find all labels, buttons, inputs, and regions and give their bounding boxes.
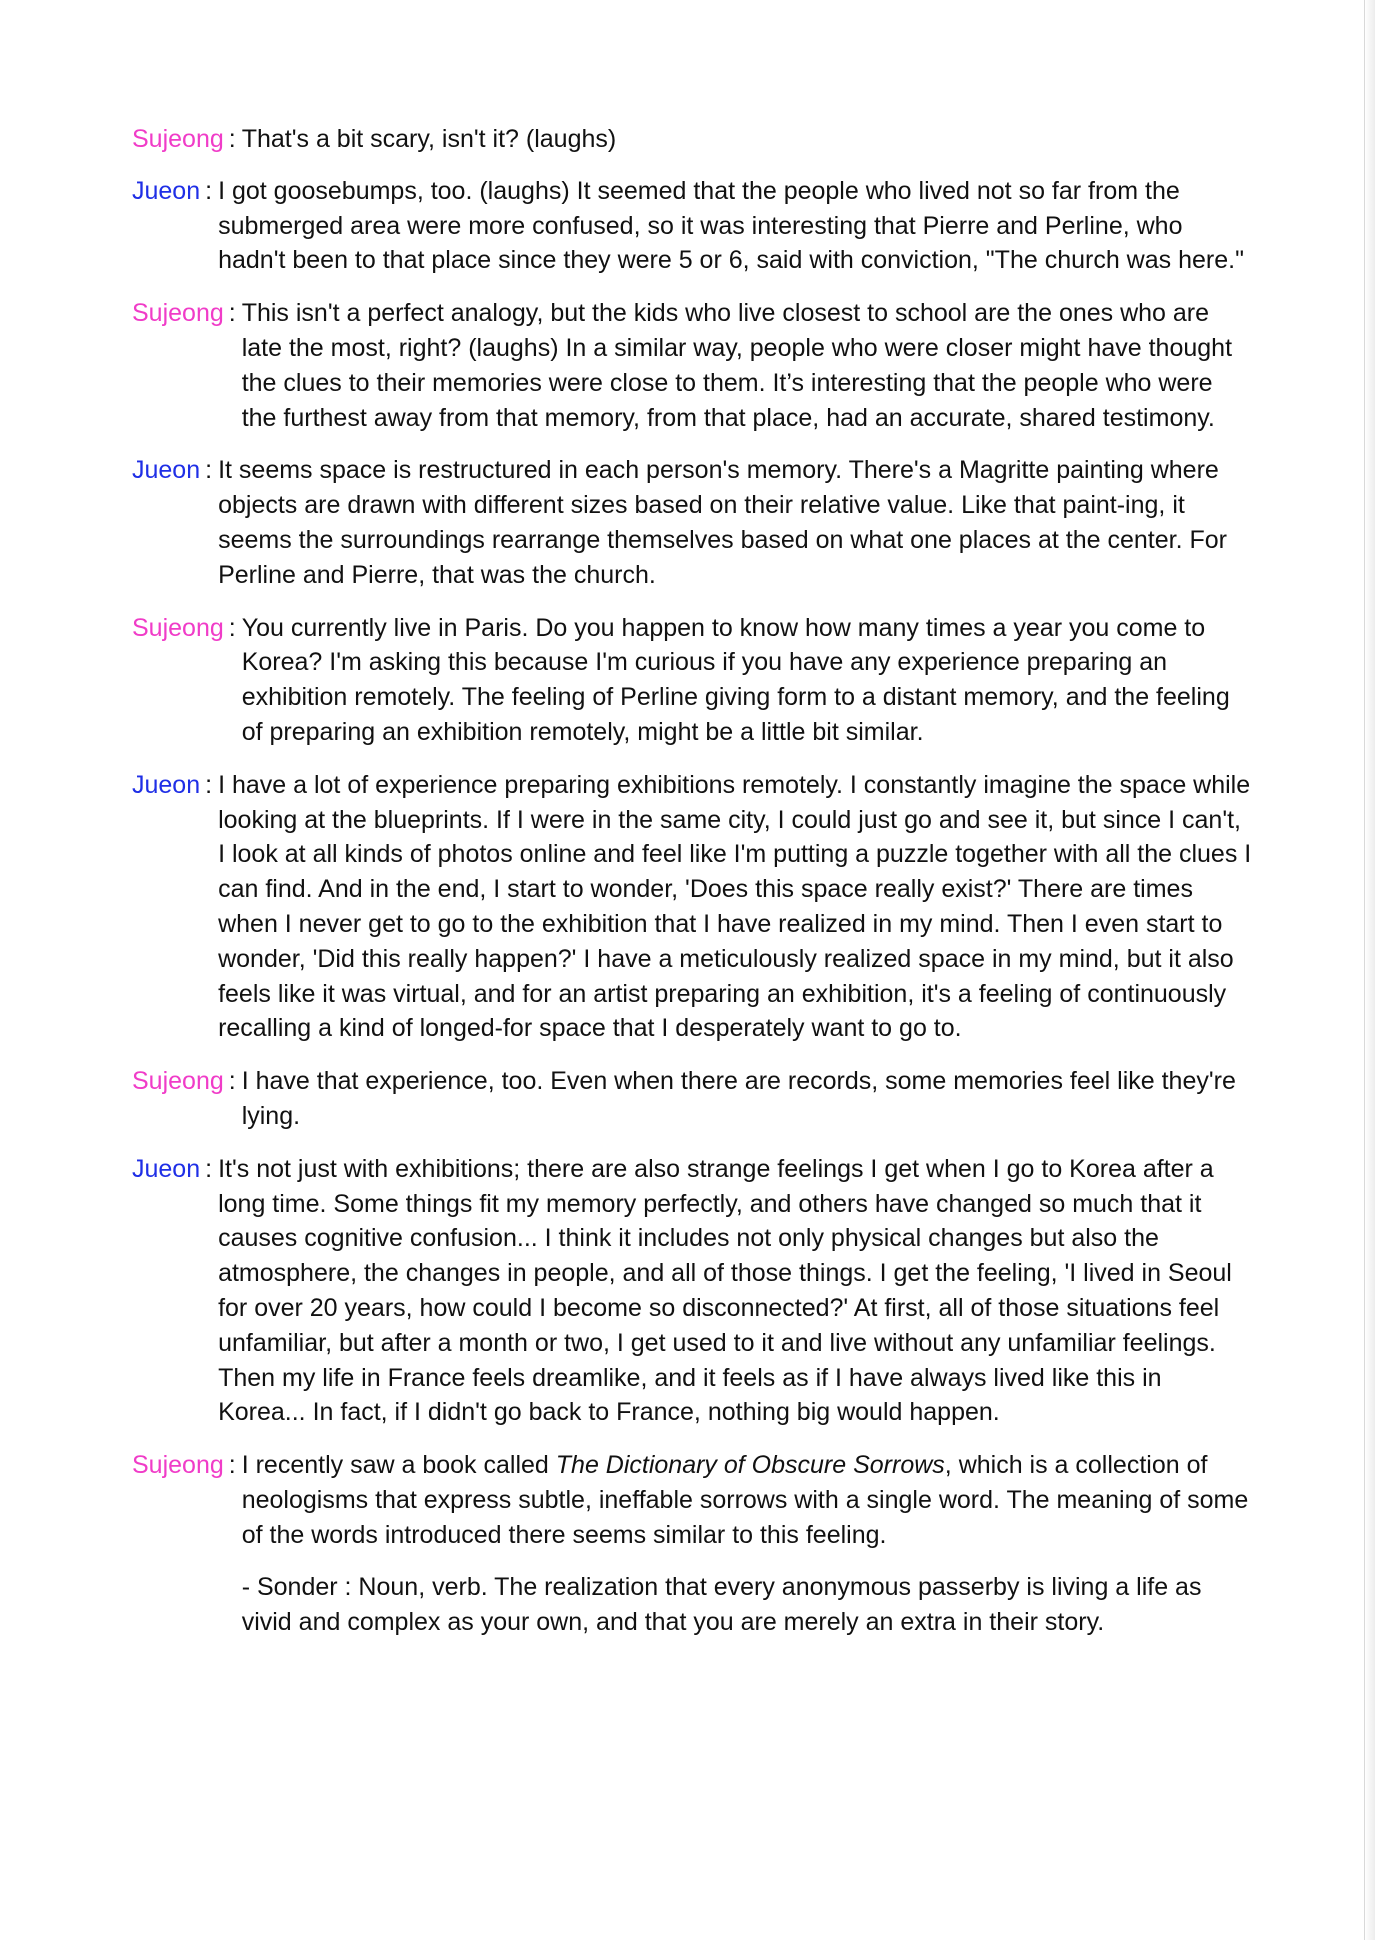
dialogue-turn (132, 1064, 1252, 1134)
speaker-label (132, 1152, 218, 1187)
speaker-name-jueon: Jueon (132, 176, 201, 205)
dialogue-text: You currently live in Paris. Do you happen to know how many times a year you come to Korea? I'm asking this because I'm curious if you have any experience preparing an exhibition remotely. The feeling of Perline giving form to a distant memory, and the feeling of preparing an exhibition remotely, might be a little bit similar. (241, 613, 1230, 746)
dialogue-turn (132, 122, 1252, 157)
dialogue-turn (132, 174, 1252, 278)
dialogue-turn (132, 1152, 1252, 1430)
speaker-name-sujeong: Sujeong (132, 1067, 224, 1096)
speaker-name-sujeong: Sujeong (132, 125, 224, 153)
speaker-label (132, 1064, 242, 1099)
speaker-label (132, 453, 218, 488)
speaker-label (132, 1448, 242, 1483)
speaker-name-jueon: Jueon (132, 1154, 201, 1183)
speaker-separator: : (228, 1451, 236, 1480)
speaker-name-sujeong: Sujeong (132, 1451, 224, 1480)
book-title: The Dictionary of Obscure Sorrows (555, 1451, 945, 1480)
interview-transcript (132, 122, 1252, 1658)
dialogue-text: That's a bit scary, isn't it? (laughs) (241, 125, 617, 153)
dialogue-text-part: I recently saw a book called (241, 1451, 556, 1480)
dialogue-turn (132, 1448, 1252, 1640)
speaker-name-sujeong: Sujeong (132, 299, 224, 328)
dialogue-turn (132, 768, 1252, 1046)
word-definition: - Sonder : Noun, verb. The realization that every anonymous passerby is living a life as vivid and complex as your own, and that you are merely an extra in their story. (241, 1573, 1202, 1637)
speaker-separator: : (228, 125, 236, 153)
speaker-label (132, 611, 242, 646)
dialogue-text-part: , which is a collection of neologisms that express subtle, ineffable sorrows with a single word. The meaning of some of the words introduced there seems similar to this feeling. (241, 1451, 1249, 1549)
dialogue-text (242, 1448, 1252, 1640)
dialogue-text: It seems space is restructured in each person's memory. There's a Magritte painting where objects are drawn with different sizes based on their relative value. Like that paint-ing, it seems the surroundings rearrange themselves based on what one places at the center. For Perline and Pierre, that was the church. (218, 456, 1227, 589)
speaker-separator: : (205, 176, 213, 205)
dialogue-text: It's not just with exhibitions; there are also strange feelings I get when I go to Korea after a long time. Some things fit my memory perfectly, and others have changed so much that it causes cognitive confusion... I think it includes not only physical changes but also the atmosphere, the changes in people, and all of those things. I get the feeling, 'I lived in Seoul for over 20 years, how could I become so disconnected?' At first, all of those situations feel unfamiliar, but after a month or two, I get used to it and live without any unfamiliar feelings. Then my life in France feels dreamlike, and it feels as if I have always lived like this in Korea... In fact, if I didn't go back to France, nothing big would happen. (218, 1154, 1232, 1427)
page-edge (1364, 0, 1375, 1940)
speaker-separator: : (228, 1067, 236, 1096)
dialogue-text: I have that experience, too. Even when there are records, some memories feel like they're lying. (241, 1067, 1236, 1130)
speaker-label (132, 122, 242, 157)
speaker-separator: : (228, 299, 236, 328)
speaker-name-sujeong: Sujeong (132, 613, 224, 642)
dialogue-text: I got goosebumps, too. (laughs) It seemed that the people who lived not so far from the submerged area were more confused, so it was interesting that Pierre and Perline, who hadn't been to that place since they were 5 or 6, said with conviction, "The church was here." (218, 176, 1244, 275)
speaker-label (132, 174, 218, 209)
dialogue-turn (132, 296, 1252, 435)
dialogue-text: I have a lot of experience preparing exhibitions remotely. I constantly imagine the space while looking at the blueprints. If I were in the same city, I could just go and see it, but since I can't, I look at all kinds of photos online and feel like I'm putting a puzzle together with all the clues I can find. And in the end, I start to wonder, 'Does this space really exist?' There are times when I never get to go to the exhibition that I have realized in my mind. Then I even start to wonder, 'Did this really happen?' I have a meticulously realized space in my mind, but it also feels like it was virtual, and for an artist preparing an exhibition, it's a feeling of continuously recalling a kind of longed-for space that I desperately want to go to. (218, 770, 1252, 1043)
speaker-label (132, 296, 242, 331)
dialogue-turn (132, 611, 1252, 750)
speaker-separator: : (228, 613, 236, 642)
dialogue-turn (132, 453, 1252, 592)
speaker-separator: : (205, 770, 213, 799)
speaker-separator: : (205, 1154, 213, 1183)
speaker-label (132, 768, 218, 803)
speaker-name-jueon: Jueon (132, 770, 201, 799)
dialogue-text: This isn't a perfect analogy, but the kids who live closest to school are the ones who are late the most, right? (laughs) In a similar way, people who were closer might have thought the clues to their memories were close to them. It’s interesting that the people who were the furthest away from that memory, from that place, had an accurate, shared testimony. (241, 299, 1233, 432)
speaker-name-jueon: Jueon (132, 456, 201, 485)
speaker-separator: : (205, 456, 213, 485)
